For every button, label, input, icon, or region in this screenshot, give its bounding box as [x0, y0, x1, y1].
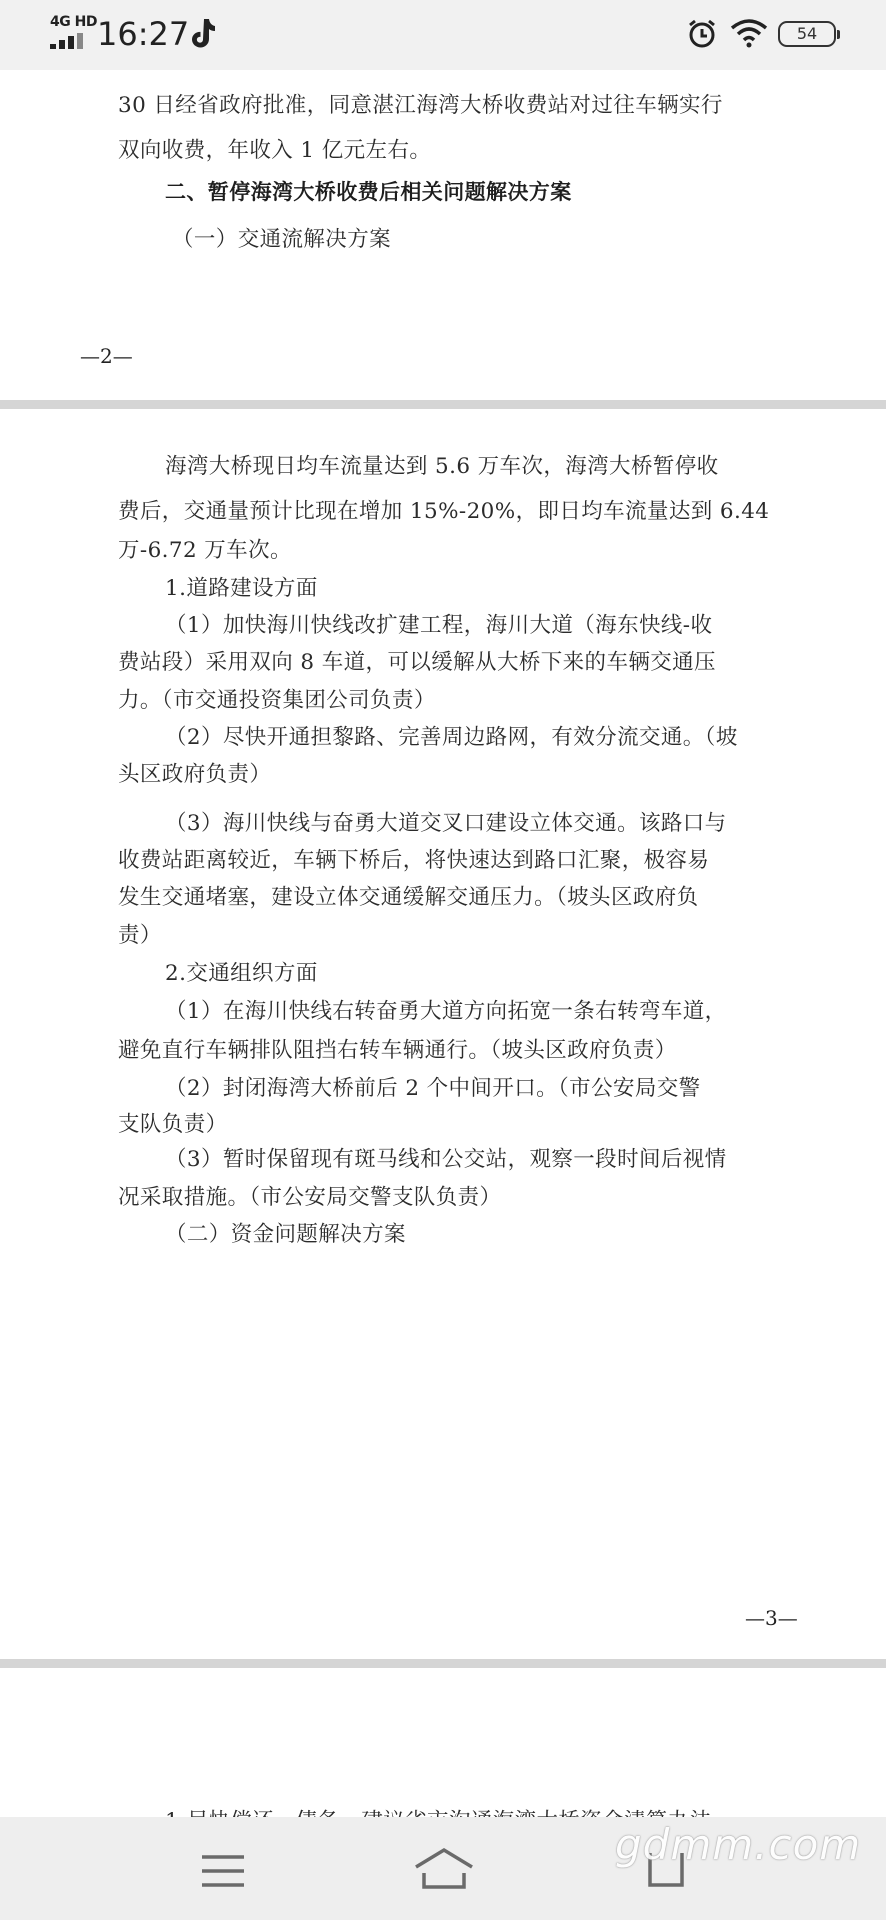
text-line: 费站段）采用双向 8 车道，可以缓解从大桥下来的车辆交通压 — [118, 650, 716, 675]
text-line: 况采取措施。（市公安局交警支队负责） — [118, 1185, 502, 1210]
text-line: （1）加快海川快线改扩建工程，海川大道（海东快线-收 — [165, 613, 713, 638]
menu-icon[interactable] — [200, 1854, 246, 1888]
text-line: （1）在海川快线右转奋勇大道方向拓宽一条右转弯车道， — [165, 999, 727, 1024]
text-line: （2）尽快开通担黎路、完善周边路网，有效分流交通。（坡 — [165, 725, 738, 750]
document-page-3 — [0, 409, 886, 1659]
text-line: 避免直行车辆排队阻挡右转车辆通行。（坡头区政府负责） — [118, 1038, 677, 1063]
tiktok-icon — [190, 17, 216, 49]
page-separator — [0, 400, 886, 409]
text-line: 力。（市交通投资集团公司负责） — [118, 688, 436, 713]
text-line: 万-6.72 万车次。 — [118, 538, 292, 563]
text-line: 海湾大桥现日均车流量达到 5.6 万车次，海湾大桥暂停收 — [165, 454, 719, 479]
text-line: （3）暂时保留现有斑马线和公交站，观察一段时间后视情 — [165, 1147, 727, 1172]
page-separator — [0, 1659, 886, 1668]
text-line: （3）海川快线与奋勇大道交叉口建设立体交通。该路口与 — [165, 811, 727, 836]
signal-icon — [50, 33, 86, 49]
text-line: （2）封闭海湾大桥前后 2 个中间开口。（市公安局交警 — [165, 1076, 701, 1101]
text-line: 2.交通组织方面 — [165, 961, 318, 986]
home-icon[interactable] — [412, 1847, 476, 1889]
section-heading: 二、暂停海湾大桥收费后相关问题解决方案 — [165, 180, 572, 204]
clock: 16:27 — [97, 15, 190, 53]
page-number: —3— — [745, 1606, 798, 1630]
document-page-2 — [0, 70, 886, 400]
alarm-icon — [686, 18, 718, 50]
page-number: —2— — [80, 344, 133, 368]
text-line: 双向收费，年收入 1 亿元左右。 — [118, 138, 432, 163]
battery-icon: 54 — [778, 21, 836, 47]
text-line: （二）资金问题解决方案 — [165, 1222, 406, 1247]
watermark: gdmm.com — [615, 1820, 862, 1869]
text-line: 责） — [118, 923, 162, 948]
text-line: 30 日经省政府批准，同意湛江海湾大桥收费站对过往车辆实行 — [118, 93, 723, 118]
document-page-4 — [0, 1668, 886, 1818]
network-type: 4G HD — [50, 14, 97, 30]
text-line: 收费站距离较近，车辆下桥后，将快速达到路口汇聚，极容易 — [118, 848, 710, 873]
text-line: 发生交通堵塞，建设立体交通缓解交通压力。（坡头区政府负 — [118, 885, 699, 910]
subsection-heading: （一）交通流解决方案 — [172, 227, 392, 252]
text-line: 费后，交通量预计比现在增加 15%-20%，即日均车流量达到 6.44 — [118, 499, 770, 524]
status-bar — [0, 0, 886, 70]
text-line: 支队负责） — [118, 1112, 228, 1137]
text-line: 1.道路建设方面 — [165, 576, 318, 601]
wifi-icon — [730, 18, 768, 48]
text-line: 头区政府负责） — [118, 762, 272, 787]
